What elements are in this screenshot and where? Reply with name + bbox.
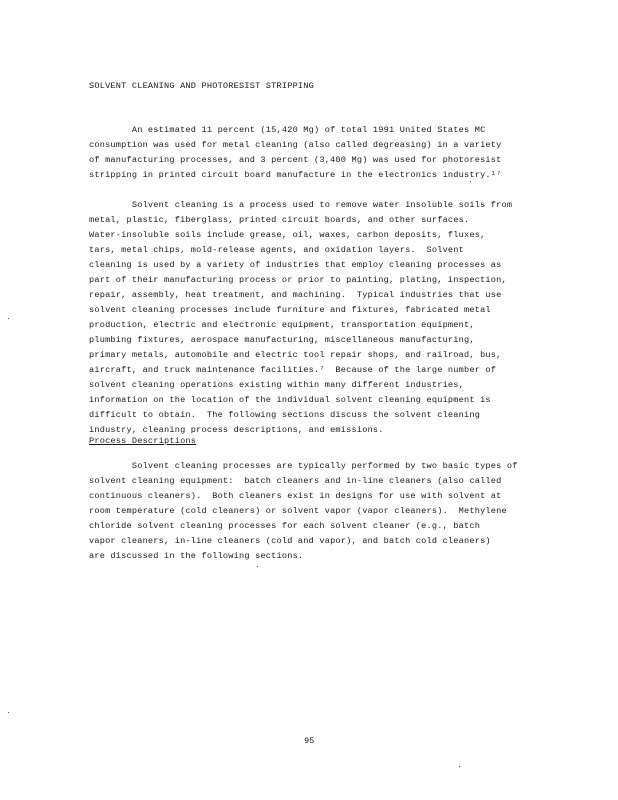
scan-speck <box>8 712 9 713</box>
paragraph-3-line: continuous cleaners). Both cleaners exist in designs for use with solvent at <box>89 491 502 501</box>
paragraph-3-line: chloride solvent cleaning processes for each solvent cleaner (e.g., batch <box>89 521 481 531</box>
scan-speck <box>8 318 9 319</box>
paragraph-2-line: part of their manufacturing process or prior to painting, plating, inspection, <box>89 275 507 285</box>
paragraph-2-line: information on the location of the individual solvent cleaning equipment is <box>89 395 491 405</box>
paragraph-3-line: Solvent cleaning processes are typically performed by two basic types of <box>89 461 518 471</box>
paragraph-2-line: repair, assembly, heat treatment, and machining. Typical industries that use <box>89 290 502 300</box>
paragraph-2-line: cleaning is used by a variety of industries that employ cleaning processes as <box>89 260 502 270</box>
paragraph-1-line: stripping in printed circuit board manufacture in the electronics industry.¹⁷ <box>89 170 502 180</box>
paragraph-2-line: tars, metal chips, mold-release agents, and oxidation layers. Solvent <box>89 245 464 255</box>
section-subheading: Process Descriptions <box>89 436 197 446</box>
paragraph-2-line: production, electric and electronic equipment, transportation equipment, <box>89 320 475 330</box>
scan-speck <box>459 766 460 767</box>
paragraph-2-line: Solvent cleaning is a process used to remove water insoluble soils from <box>89 200 513 210</box>
scan-speck <box>470 181 471 182</box>
scan-speck <box>257 566 258 567</box>
paragraph-2-line: solvent cleaning operations existing within many different industries, <box>89 380 464 390</box>
paragraph-2-line: aircraft, and truck maintenance facilities.⁷ Because of the large number of <box>89 365 497 375</box>
paragraph-1-line: of manufacturing processes, and 3 percent (3,400 Mg) was used for photoresist <box>89 155 502 165</box>
paragraph-2-line: difficult to obtain. The following sections discuss the solvent cleaning <box>89 410 481 420</box>
paragraph-2-line: industry, cleaning process descriptions, and emissions. <box>89 425 384 435</box>
paragraph-2-line: Water-insoluble soils include grease, oil, waxes, carbon deposits, fluxes, <box>89 230 486 240</box>
paragraph-3-line: are discussed in the following sections. <box>89 551 304 561</box>
page-number: 95 <box>304 736 315 746</box>
paragraph-2-line: primary metals, automobile and electric tool repair shops, and railroad, bus, <box>89 350 502 360</box>
paragraph-3-line: vapor cleaners, in-line cleaners (cold and vapor), and batch cold cleaners) <box>89 536 491 546</box>
section-heading: SOLVENT CLEANING AND PHOTORESIST STRIPPING <box>89 81 314 91</box>
paragraph-3-line: solvent cleaning equipment: batch cleaners and in-line cleaners (also called <box>89 476 502 486</box>
paragraph-3-line: room temperature (cold cleaners) or solvent vapor (vapor cleaners). Methylene <box>89 506 507 516</box>
paragraph-1-line: consumption was used for metal cleaning (also called degreasing) in a variety <box>89 140 502 150</box>
paragraph-2-line: solvent cleaning processes include furniture and fixtures, fabricated metal <box>89 305 491 315</box>
paragraph-2-line: plumbing fixtures, aerospace manufacturing, miscellaneous manufacturing, <box>89 335 475 345</box>
paragraph-2-line: metal, plastic, fiberglass, printed circuit boards, and other surfaces. <box>89 215 470 225</box>
paragraph-1-line: An estimated 11 percent (15,420 Mg) of total 1991 United States MC <box>89 125 486 135</box>
